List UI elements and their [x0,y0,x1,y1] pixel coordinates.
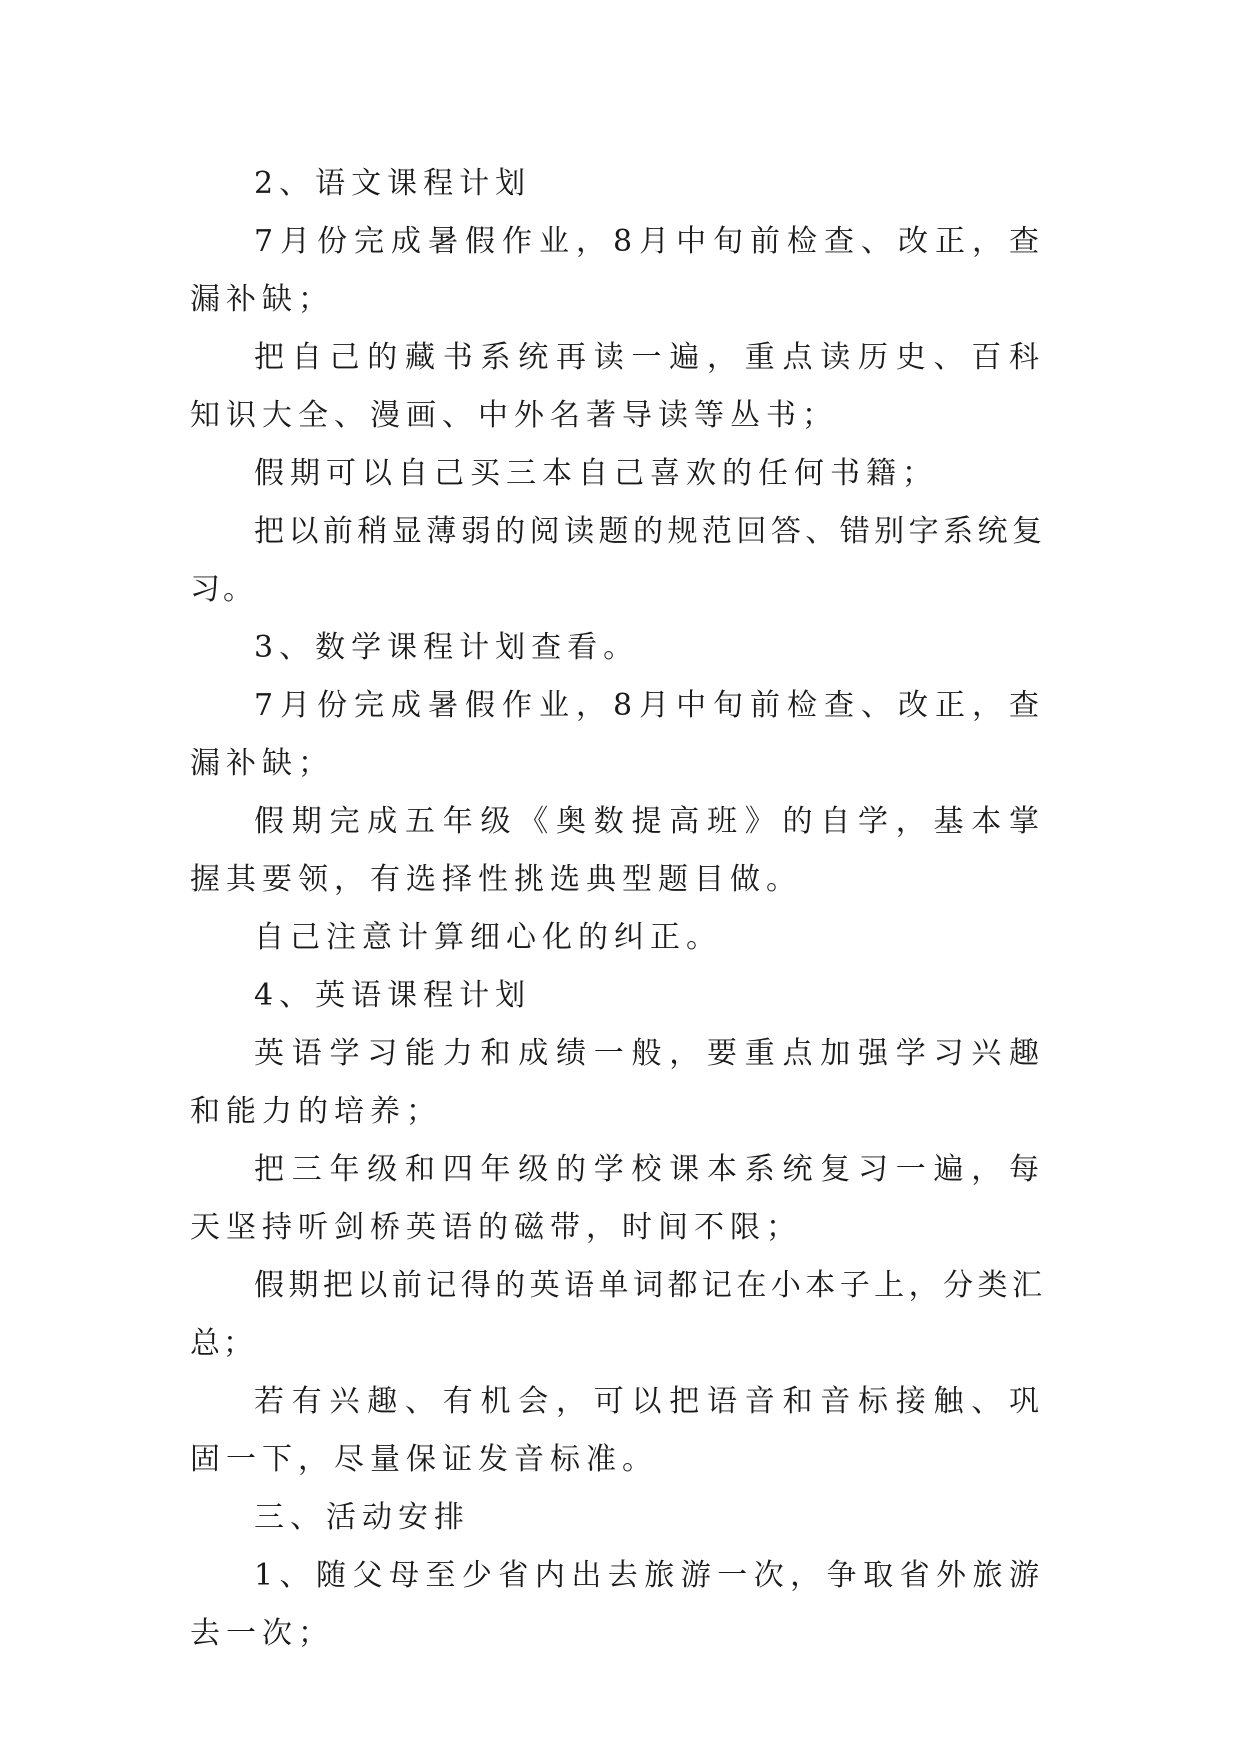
paragraph: 1、随父母至少省内出去旅游一次，争取省外旅游去一次； [190,1558,1045,1651]
paragraph: 自己注意计算细心化的纠正。 [254,920,722,955]
section-heading-activities: 三、活动安排 [254,1500,470,1535]
section-heading-english-plan: 4、英语课程计划 [254,978,532,1013]
paragraph: 假期完成五年级《奥数提高班》的自学，基本掌握其要领，有选择性挑选典型题目做。 [190,804,1045,897]
section-heading-math-plan: 3、数学课程计划查看。 [254,630,640,665]
paragraph: 假期可以自己买三本自己喜欢的任何书籍； [254,456,938,491]
document-body [190,155,1045,1663]
paragraph: 7月份完成暑假作业，8月中旬前检查、改正，查漏补缺； [190,688,1045,781]
section-heading-chinese-plan: 2、语文课程计划 [254,166,532,201]
paragraph: 若有兴趣、有机会，可以把语音和音标接触、巩固一下，尽量保证发音标准。 [190,1384,1045,1477]
paragraph: 英语学习能力和成绩一般，要重点加强学习兴趣和能力的培养； [190,1036,1045,1129]
paragraph: 假期把以前记得的英语单词都记在小本子上，分类汇总； [190,1268,1045,1361]
paragraph: 7月份完成暑假作业，8月中旬前检查、改正，查漏补缺； [190,224,1045,317]
paragraph: 把自己的藏书系统再读一遍，重点读历史、百科知识大全、漫画、中外名著导读等丛书； [190,340,1045,433]
paragraph: 把以前稍显薄弱的阅读题的规范回答、错别字系统复习。 [190,514,1045,607]
paragraph: 把三年级和四年级的学校课本系统复习一遍，每天坚持听剑桥英语的磁带，时间不限； [190,1152,1045,1245]
